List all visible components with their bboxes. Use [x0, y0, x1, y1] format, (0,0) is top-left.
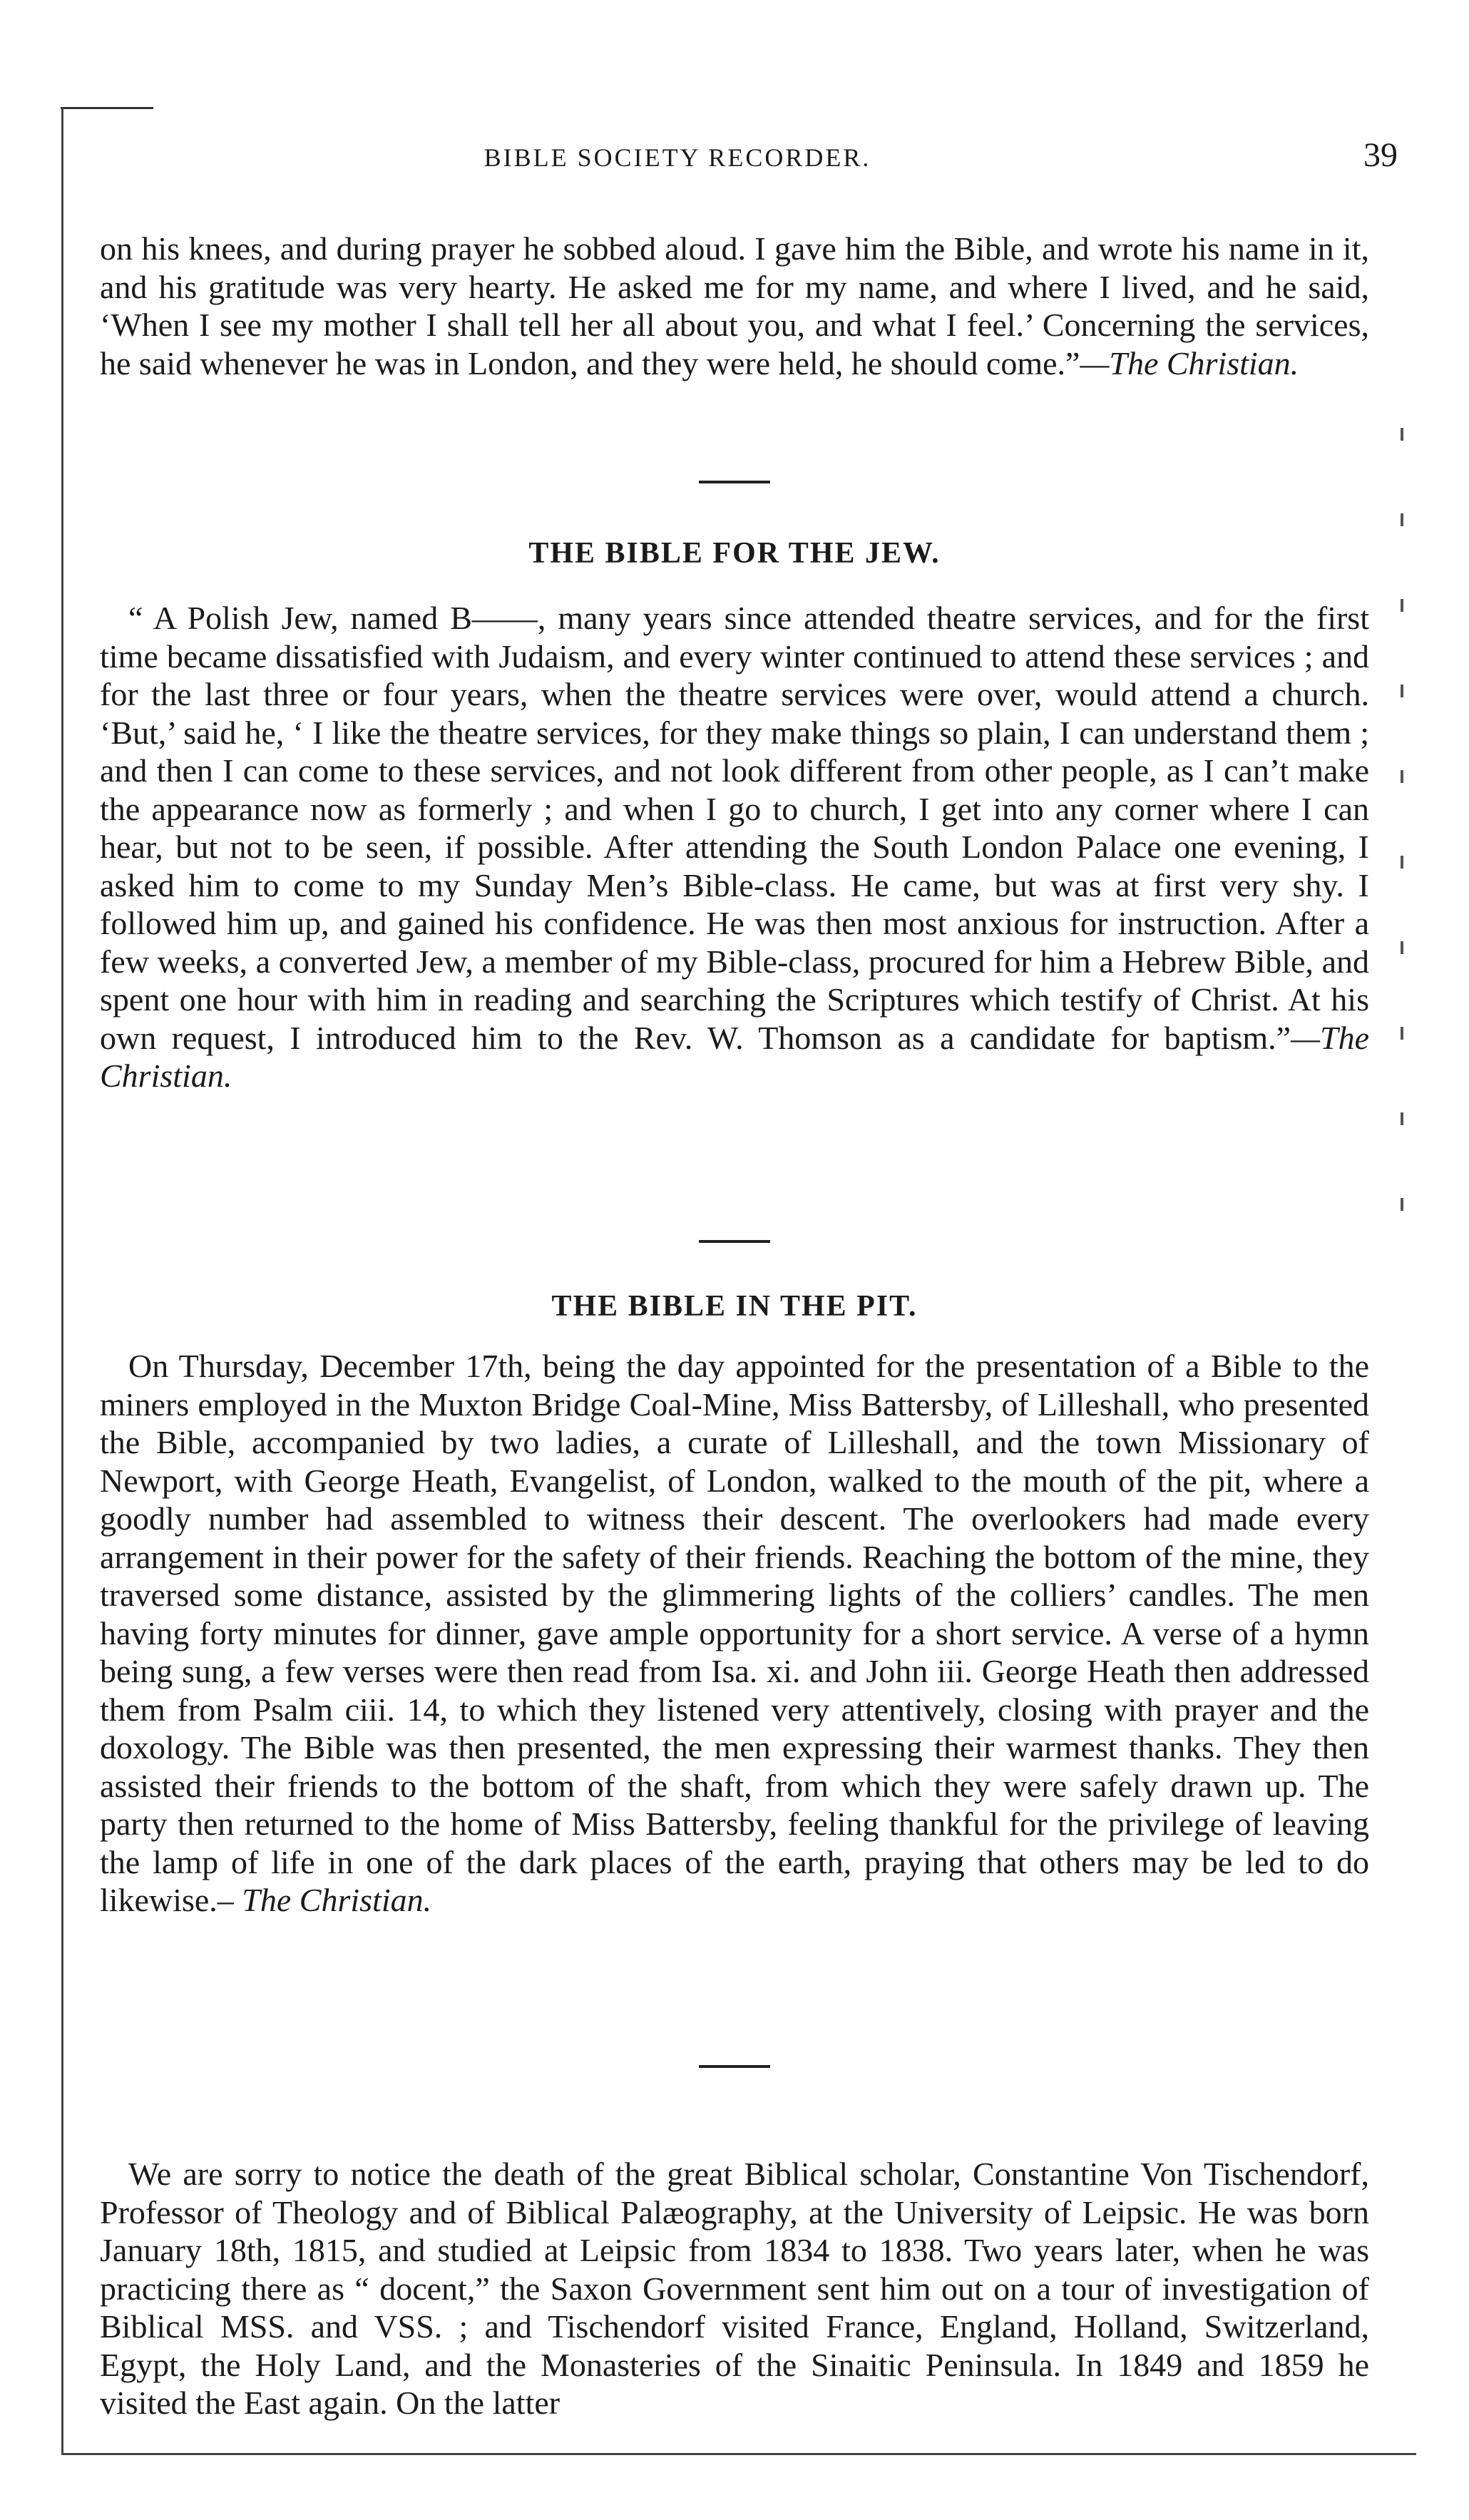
scan-edge-right — [1401, 428, 1403, 1284]
article-pit-attribution: The Christian. — [242, 1882, 432, 1918]
article-jew-attribution: —The Christian. — [100, 1019, 1369, 1094]
article-continued-attribution: —The Christian. — [1080, 344, 1299, 381]
scan-edge-top — [61, 107, 153, 109]
section-heading: THE BIBLE FOR THE JEW. — [528, 537, 941, 570]
article-pit-paragraph — [100, 1347, 1369, 1920]
scan-edge-bottom — [61, 2453, 1416, 2455]
running-header — [100, 136, 1398, 185]
article-tischendorf-paragraph — [100, 2155, 1369, 2422]
section-divider — [100, 1240, 1369, 1243]
heading-bible-in-the-pit — [100, 1289, 1369, 1323]
article-pit-text: On Thursday, December 17th, being the day appointed for the presentation of a Bible to the miners employed in the Muxton Bridge Coal-Mine, Miss Battersby, of Lilleshall, who presented the Bible, accompanied by two ladies, a curate of Lilleshall, and the town Missionary of Newport, with George Heath, Evangelist, of London, walked to the mouth of the pit, where a goodly number had assembled to witness their descent. The overlookers had made every arrangement in their power for the safety of their friends. Reaching the bottom of the mine, they traversed some distance, assisted by the glimmering lights of the colliers’ candles. The men having forty minutes for dinner, gave ample opportunity for a short service. A verse of a hymn being sung, a few verses were then read from Isa. xi. and John iii. George Heath then addressed them from Psalm ciii. 14, to which they listened very attentively, closing with prayer and the doxology. The Bible was then presented, the men expressing their warmest thanks. They then assisted their friends to the bottom of the shaft, from which they were safely drawn up. The party then returned to the home of Miss Battersby, feeling thankful for the privilege of leaving the lamp of life in one of the dark places of the earth, praying that others may be led to do likewise.– — [100, 1348, 1369, 1918]
article-tischendorf — [100, 2155, 1369, 2422]
section-divider — [100, 2065, 1369, 2068]
article-bible-in-the-pit — [100, 1347, 1369, 1920]
article-jew-text: “ A Polish Jew, named B——, many years since attended theatre services, and for the first time became dissatisfied with Judaism, and every winter continued to attend these services ; and for the last three or four years, when the theatre services were over, would attend a church. ‘But,’ said he, ‘ I like the theatre services, for they make things so plain, I can understand them ; and then I can come to these services, and not look different from other people, as I can’t make the appearance now as formerly ; and when I go to church, I get into any corner where I can hear, but not to be seen, if possible. After attending the South London Palace one evening, I asked him to come to my Sunday Men’s Bible-class. He came, but was at first very shy. I followed him up, and gained his confidence. He was then most anxious for instruction. After a few weeks, a converted Jew, a member of my Bible-class, procured for him a Hebrew Bible, and spent one hour with him in reading and searching the Scriptures which testify of Christ. At his own request, I introduced him to the Rev. W. Thomson as a candidate for baptism.” — [100, 600, 1369, 1056]
article-continued-paragraph — [100, 230, 1369, 382]
heading-bible-for-the-jew — [100, 536, 1369, 570]
article-continued — [100, 230, 1369, 382]
article-bible-for-the-jew — [100, 599, 1369, 1095]
scan-edge-left — [61, 107, 63, 2453]
article-tischendorf-text: We are sorry to notice the death of the great Biblical scholar, Constantine Von Tischendorf, Professor of Theology and of Biblical Palæography, at the University of Leipsic. He was born January 18th, 1815, and studied at Leipsic from 1834 to 1838. Two years later, when he was practicing there as “ docent,” the Saxon Government sent him out on a tour of investigation of Biblical MSS. and VSS. ; and Tischendorf visited France, England, Holland, Switzerland, Egypt, the Holy Land, and the Monasteries of the Sinaitic Peninsula. In 1849 and 1859 he visited the East again. On the latter — [100, 2156, 1369, 2421]
article-jew-paragraph — [100, 599, 1369, 1095]
running-title: BIBLE SOCIETY RECORDER. — [483, 143, 871, 172]
section-heading: THE BIBLE IN THE PIT. — [551, 1290, 918, 1323]
page-number: 39 — [1363, 136, 1398, 174]
article-continued-text: on his knees, and during prayer he sobbed aloud. I gave him the Bible, and wrote his name in it, and his gratitude was very hearty. He asked me for my name, and where I lived, and he said, ‘When I see my mother I shall tell her all about you, and what I feel.’ Concerning the services, he said whenever he was in London, and they were held, he should come.” — [100, 230, 1369, 381]
section-divider — [100, 481, 1369, 483]
